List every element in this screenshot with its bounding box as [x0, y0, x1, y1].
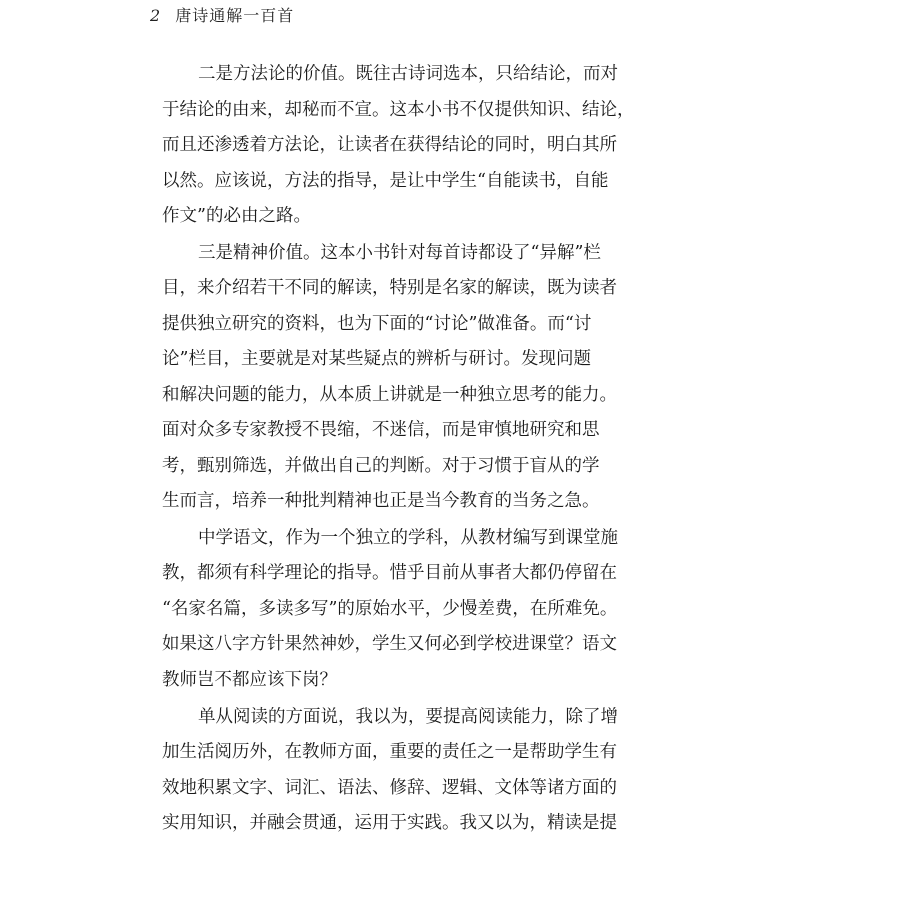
text-line: 三是精神价值。这本小书针对每首诗都设了“异解”栏 [198, 242, 601, 263]
text-line: 于结论的由来，却秘而不宣。这本小书不仅提供知识、结论， [162, 99, 635, 120]
text-line: 目，来介绍若干不同的解读，特别是名家的解读，既为读者 [162, 278, 617, 299]
text-line: 中学语文，作为一个独立的学科，从教材编写到课堂施 [198, 527, 618, 548]
text-line: 实用知识，并融会贯通，运用于实践。我又以为，精读是提 [162, 813, 617, 834]
paragraph-chinese-subject [162, 521, 702, 699]
text-line: 以然。应该说，方法的指导，是让中学生“自能读书，自能 [162, 170, 609, 191]
paragraph-method-value [162, 57, 702, 235]
paragraph-spirit-value [162, 236, 702, 520]
page-number: 2 [150, 6, 161, 25]
text-line: 教，都须有科学理论的指导。惜乎目前从事者大都仍停留在 [162, 563, 617, 584]
text-line: 二是方法论的价值。既往古诗词选本，只给结论，而对 [198, 64, 618, 84]
text-line: 作文”的必由之路。 [162, 206, 311, 226]
text-line: 效地积累文字、词汇、语法、修辞、逻辑、文体等诸方面的 [162, 777, 617, 798]
text-line: 提供独立研究的资料，也为下面的“讨论”做准备。而“讨 [162, 313, 592, 334]
paragraph-reading [162, 700, 702, 842]
text-line: 如果这八字方针果然神妙，学生又何必到学校进课堂？语文 [162, 634, 617, 655]
text-line: 教师岂不都应该下岗？ [162, 669, 337, 690]
text-line: “名家名篇，多读多写”的原始水平，少慢差费，在所难免。 [162, 598, 618, 619]
body-text [162, 57, 702, 842]
running-header [150, 4, 294, 28]
text-line: 考，甄别筛选，并做出自己的判断。对于习惯于盲从的学 [162, 455, 600, 476]
text-line: 和解决问题的能力，从本质上讲就是一种独立思考的能力。 [162, 384, 617, 405]
text-line: 生而言，培养一种批判精神也正是当今教育的当务之急。 [162, 491, 600, 512]
book-title: 唐诗通解一百首 [175, 6, 295, 25]
text-line: 论”栏目，主要就是对某些疑点的辨析与研讨。发现问题 [162, 349, 591, 370]
text-line: 单从阅读的方面说，我以为，要提高阅读能力，除了增 [198, 706, 618, 727]
text-line: 而且还渗透着方法论，让读者在获得结论的同时，明白其所 [162, 135, 617, 155]
text-line: 面对众多专家教授不畏缩，不迷信，而是审慎地研究和思 [162, 420, 600, 441]
text-line: 加生活阅历外，在教师方面，重要的责任之一是帮助学生有 [162, 742, 617, 763]
